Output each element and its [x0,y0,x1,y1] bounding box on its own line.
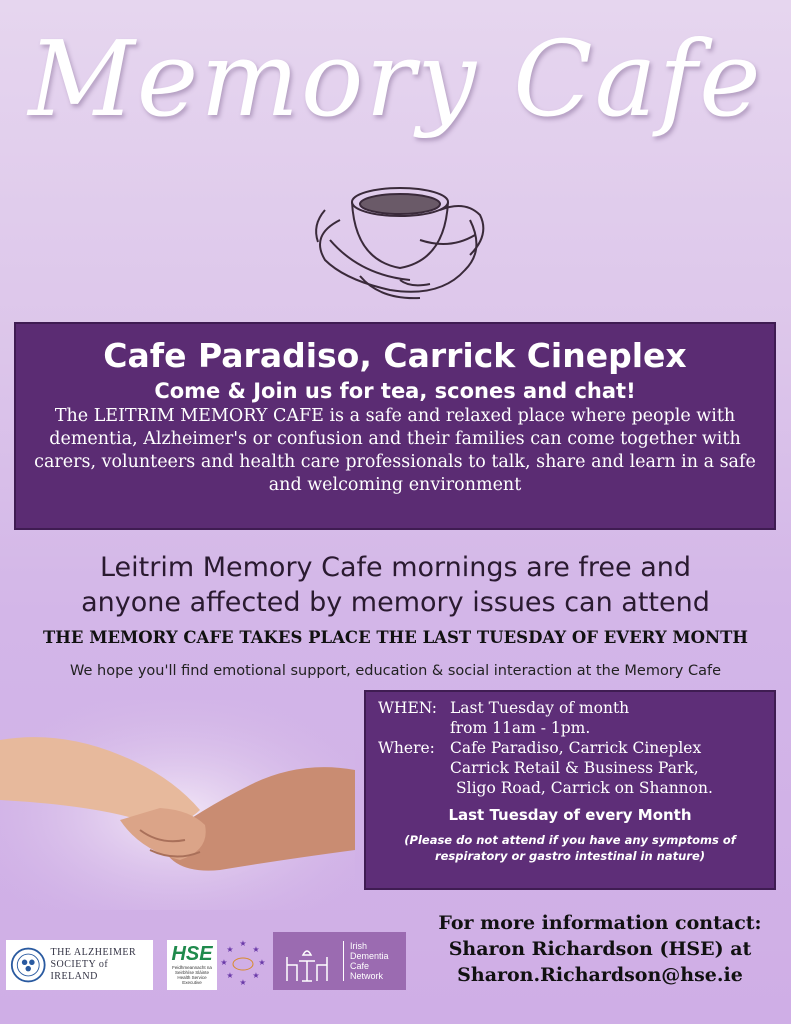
venue-heading: Cafe Paradiso, Carrick Cineplex [103,336,687,375]
last-tuesday-note: Last Tuesday of every Month [448,806,692,824]
support-text: We hope you'll find emotional support, education & social interaction at the Memory Cafe [70,663,721,679]
cafe-table-chairs-icon [277,937,337,985]
svg-text:★: ★ [239,978,247,987]
where-line-2: Carrick Retail & Business Park, [450,759,699,777]
symptoms-caution: (Please do not attend if you have any symptoms of respiratory or gastro intestinal in nature) [404,833,736,863]
contact-info [410,910,790,988]
free-attendance-headline [0,550,791,620]
svg-text:★: ★ [226,945,234,954]
stars-logo-icon [218,938,268,990]
schedule-banner: THE MEMORY CAFE TAKES PLACE THE LAST TUESDAY OF EVERY MONTH [43,628,748,647]
hse-logo [167,940,217,990]
svg-text:★: ★ [252,945,260,954]
alzheimer-line-1: THE ALZHEIMER [50,947,137,958]
alzheimer-society-logo [6,940,153,990]
svg-text:★: ★ [258,958,266,967]
where-value: Cafe Paradiso, Carrick Cineplex [450,739,702,757]
where-line-3: Sligo Road, Carrick on Shannon. [456,779,713,797]
contact-line-1: For more information contact: [438,912,762,934]
svg-text:★: ★ [239,939,247,948]
svg-text:★: ★ [252,971,260,980]
page-title: Memory Cafe [28,18,763,140]
hse-mark: HSE [171,943,213,965]
contact-email: Sharon.Richardson@hse.ie [457,964,743,986]
headline-line-1: Leitrim Memory Cafe mornings are free and [99,552,692,583]
where-label: Where: [378,739,435,757]
network-line-1: Irish [350,941,368,951]
invite-text: Come & Join us for tea, scones and chat! [154,379,636,403]
coffee-cup-hands-illustration [300,180,500,305]
venue-info-panel [14,322,776,530]
when-time: from 11am - 1pm. [450,719,591,737]
contact-line-2: Sharon Richardson (HSE) at [448,938,752,960]
hse-caption: Feidhmeannacht na Seirbhíse Sláinte Health Service Executive [172,965,212,985]
when-where-box [364,690,776,890]
svg-text:★: ★ [226,971,234,980]
alzheimer-seal-icon [10,945,46,985]
network-line-4: Network [350,971,384,981]
dementia-cafe-network-logo [273,932,406,990]
network-line-3: Cafe [350,961,370,971]
when-value: Last Tuesday of month [450,699,630,717]
when-label: WHEN: [378,699,437,717]
alzheimer-line-2: SOCIETY of IRELAND [50,959,109,982]
cafe-description: The LEITRIM MEMORY CAFE is a safe and relaxed place where people with dementia, Alzheimer's or confusion and their families can come together with carers, volunteers and health care professionals to talk, share and learn in a safe and welcoming environment [34,406,756,495]
svg-text:★: ★ [220,958,228,967]
network-line-2: Dementia [350,951,389,961]
headline-line-2: anyone affected by memory issues can attend [81,587,710,618]
holding-hands-photo [0,700,355,910]
